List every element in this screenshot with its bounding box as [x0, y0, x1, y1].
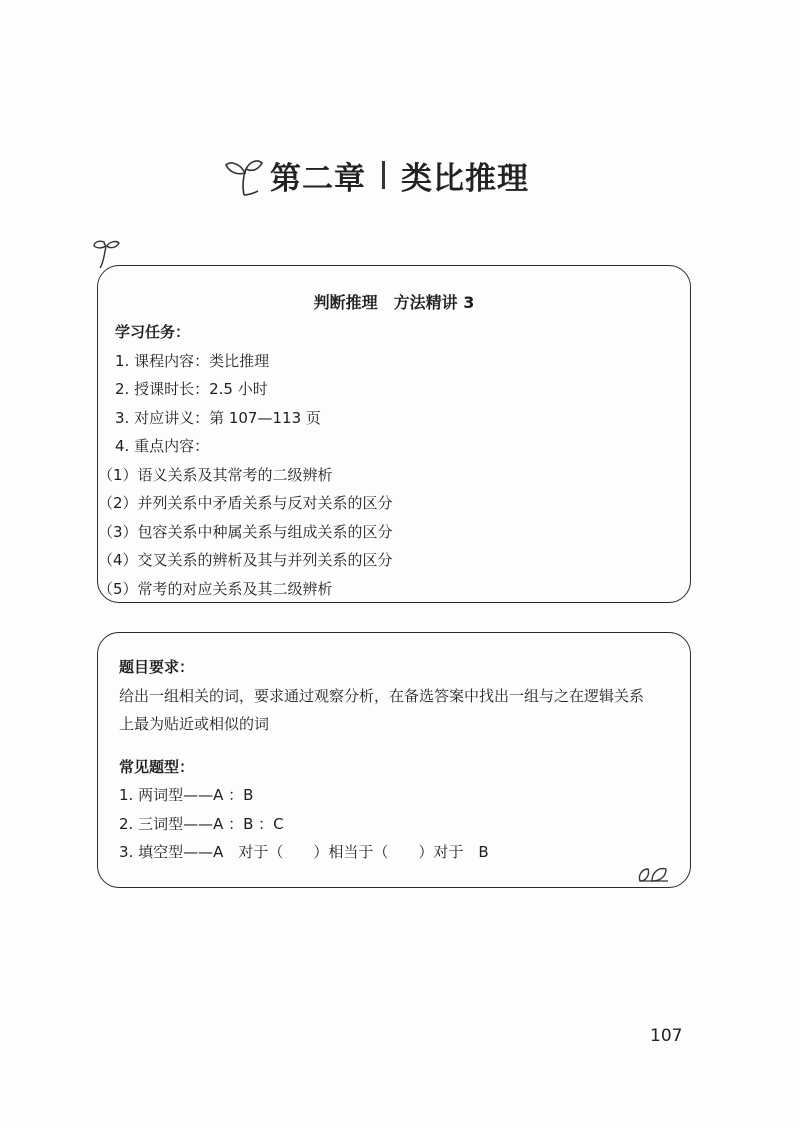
- list-item: （1）语义关系及其常考的二级辨析: [98, 465, 333, 484]
- list-item: （5）常考的对应关系及其二级辨析: [98, 579, 333, 598]
- spacer: [119, 739, 644, 753]
- requirement-label: 题目要求：: [119, 658, 195, 676]
- section-title: 判断推理 方法精讲 3: [313, 293, 475, 312]
- requirements-box: [97, 632, 691, 888]
- chapter-number: 第二章: [270, 160, 366, 197]
- sprout-icon: [636, 861, 670, 885]
- list-item: 1. 两词型——A ：B: [119, 786, 254, 804]
- chapter-name: 类比推理: [401, 160, 529, 197]
- chapter-title: [222, 150, 529, 200]
- list-item: （2）并列关系中矛盾关系与反对关系的区分: [98, 494, 393, 512]
- list-item: 2. 授课时长：2.5 小时: [115, 380, 268, 398]
- list-item: 2. 三词型——A ：B ：C: [119, 814, 284, 833]
- page-number: 107: [650, 1026, 683, 1046]
- requirement-text: 上最为贴近或相似的词: [119, 715, 270, 733]
- task-label: 学习任务：: [115, 323, 191, 341]
- requirement-text: 给出一组相关的词，要求通过观察分析，在备选答案中找出一组与之在逻辑关系: [119, 686, 645, 705]
- learning-task-box: [97, 265, 691, 603]
- title-separator: [382, 161, 385, 189]
- task-list: [98, 318, 393, 603]
- sprout-icon: [222, 153, 266, 197]
- requirements-content: [119, 653, 644, 867]
- list-item: （4）交叉关系的辨析及其与并列关系的区分: [98, 551, 393, 569]
- list-item: 3. 对应讲义：第 107—113 页: [115, 408, 321, 427]
- list-item: 3. 填空型——A 对于（ ）相当于（ ）对于 B: [119, 843, 489, 861]
- list-item: 4. 重点内容：: [115, 437, 210, 455]
- types-label: 常见题型：: [119, 757, 195, 776]
- list-item: 1. 课程内容：类比推理: [115, 351, 270, 370]
- list-item: （3）包容关系中种属关系与组成关系的区分: [98, 522, 393, 541]
